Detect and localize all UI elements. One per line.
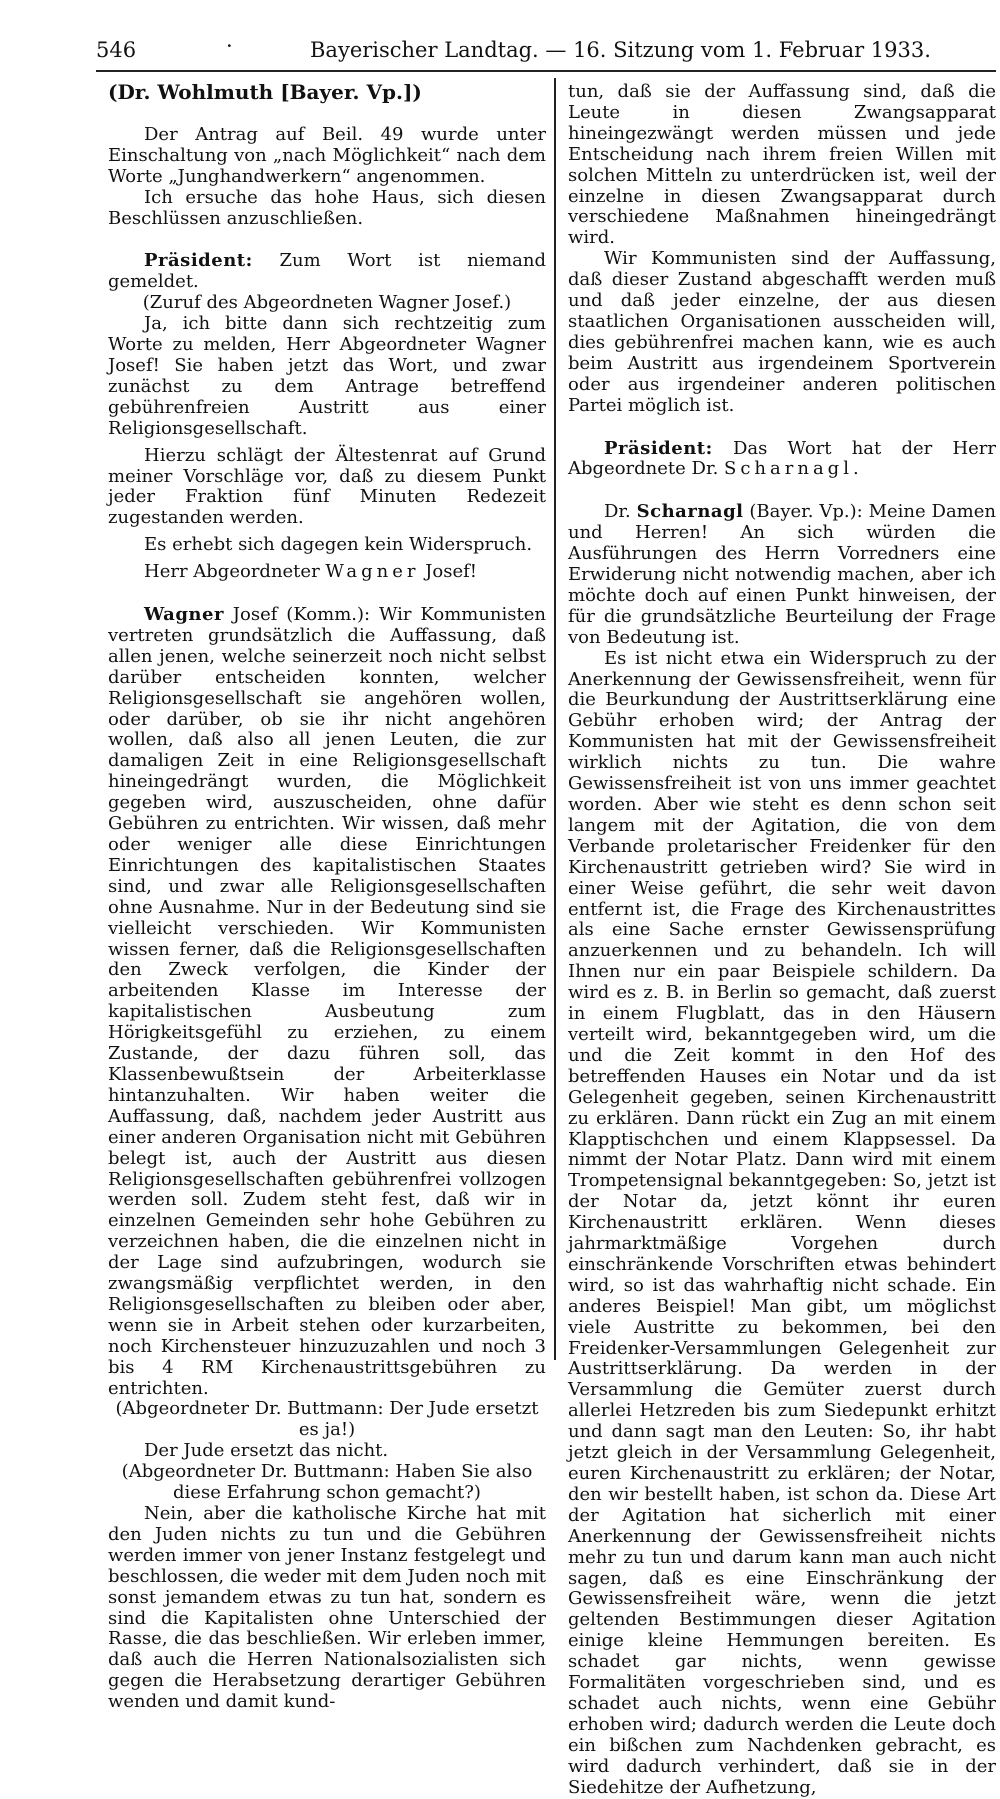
- spaced-name: Wagner: [325, 561, 420, 583]
- paragraph: Es erhebt sich dagegen kein Widerspruch.: [144, 534, 533, 556]
- running-title: Bayerischer Landtag. — 16. Sitzung vom 1. Februar 1933.: [310, 38, 931, 62]
- paragraph: [108, 251, 546, 293]
- paragraph: Es ist nicht etwa ein Widerspruch zu der Anerkennung der Gewissensfreiheit, wenn für die Beurkundung der Austrittserklärung eine Gebühr erhoben wird; der Antrag der Kommunisten hat mit der Gewissensfreiheit wirklich nichts zu tun. Die wahre Gewissensfreiheit ist von uns immer geachtet worden. Aber wie steht es denn schon seit langem mit der Agitation, die von dem Verbande proletarischer Freidenker für den Kirchenaustritt getrieben wird? Sie wird in einer Weise geführt, die sehr weit davon entfernt ist, die Frage des Kirchenaustrittes als eine Sache ernster Gewissensprüfung anzuerkennen und zu behandeln. Ich will Ihnen nur ein paar Beispiele schildern. Da wird es z. B. in Berlin so gemacht, daß zuerst in einem Flugblatt, das in den Häusern verteilt wird, bekanntgegeben wird, um die und die Zeit kommt in den Hof des betreffenden Hauses ein Notar und da ist Gelegenheit gegeben, seinen Kirchenaustritt zu erklären. Dann rückt ein Zug an mit einem Klapptischchen und einem Klappsessel. Da nimmt der Notar Platz. Dann wird mit einem Trompetensignal bekanntgegeben: So, jetzt ist der Notar da, jetzt könnt ihr euren Kirchenaustritt erklären. Wenn dieses jahrmarktmäßige Vorgehen durch einschränkende Vorschriften etwas behindert wird, so ist das wahrhaftig nicht schade. Ein anderes Beispiel! Man gibt, um möglichst viele Austritte zu bekommen, bei den Freidenker-Versammlungen Gelegenheit zur Austrittserklärung. Da werden in der Versammlung die Gemüter zuerst durch allerlei Hetzreden bis zum Siedepunkt erhitzt und dann sagt man den Leuten: So, ihr habt jetzt gleich in der Versammlung Gelegenheit, euren Kirchenaustritt zu erklären; der Notar, den wir bestellt haben, ist schon da. Diese Art der Agitation hat sicherlich mit einer Anerkennung der Gewissensfreiheit nichts mehr zu tun und darum kann man auch nicht sagen, daß es eine Einschränkung der Gewissensfreiheit wäre, wenn die jetzt geltenden Bestimmungen dieser Agitation einige kleine Hemmungen bereiten. Es schadet gar nichts, wenn gewisse Formalitäten vorgeschrieben sind, und es schadet auch nichts, wenn eine Gebühr erhoben wird; dadurch werden die Leute doch ein bißchen zum Nachdenken gebracht, es wird dadurch verhindert, daß sie in der Siedehitze der Aufhetzung,: [568, 647, 996, 1798]
- header-dot: ·: [226, 34, 233, 58]
- paragraph: tun, daß sie der Auffassung sind, daß die Leute in diesen Zwangsapparat hineingezwängt werden müssen und jede Entscheidung nach ihrem freien Willen mit solchen Mitteln zu unterdrücken ist, weil der einzelne in diesen Zwangsapparat durch verschiedene Maßnahmen hineingedrängt wird.: [568, 81, 996, 249]
- speaker-name: Wagner: [144, 604, 224, 626]
- interjection: (Abgeordneter Dr. Buttmann: Der Jude ersetzt es ja!): [115, 1398, 539, 1441]
- continuation-heading: (Dr. Wohlmuth [Bayer. Vp.]): [108, 80, 422, 104]
- paragraph: Ja, ich bitte dann sich rechtzeitig zum Worte zu melden, Herr Abgeordneter Wagner Josef! Sie haben jetzt das Wort, und zwar zunächst zu dem Antrage betreffend gebührenfreien Austritt aus einer Religionsgesellschaft.: [108, 313, 546, 439]
- interjection: (Abgeordneter Dr. Buttmann: Haben Sie also diese Erfahrung schon gemacht?): [121, 1461, 533, 1504]
- speaker-name: Scharnagl: [636, 501, 744, 523]
- paragraph: [568, 439, 996, 481]
- page-header: [96, 32, 931, 68]
- paragraph: Ich ersuche das hohe Haus, sich diesen Beschlüssen anzuschließen.: [108, 186, 546, 229]
- column-divider: [554, 78, 556, 1360]
- spaced-name: Scharnagl.: [724, 458, 863, 480]
- paragraph: Wir Kommunisten sind der Auffassung, daß dieser Zustand abgeschafft werden muß und daß jeder einzelne, der aus diesen staatlichen Organisationen ausscheiden will, dies gebührenfrei machen kann, wie es auch beim Austritt aus irgendeinem Sportverein oder aus irgendeiner anderen politischen Partei möglich ist.: [568, 248, 996, 416]
- speech-text: Zum Wort ist niemand gemeldet.: [108, 250, 546, 293]
- speech: [108, 605, 546, 1399]
- speaker-name: Präsident:: [604, 437, 713, 459]
- paragraph: Der Antrag auf Beil. 49 wurde unter Einschaltung von „nach Möglichkeit“ nach dem Worte „Junghandwerkern“ angenommen.: [108, 123, 546, 187]
- left-column: [108, 82, 546, 1713]
- text-span: Dr.: [604, 501, 637, 523]
- speech: [568, 502, 996, 648]
- paragraph: [108, 562, 546, 583]
- speaker-name: Präsident:: [144, 250, 253, 272]
- text-span: Herr Abgeordneter: [144, 561, 326, 583]
- speech-text: (Bayer. Vp.): Meine Damen und Herren! An sich würden die Ausführungen des Herrn Vorredners eine Erwiderung nicht notwendig machen, aber ich möchte doch auf einen Punkt hinweisen, der für die grundsätzliche Beurteilung der Frage von Bedeutung ist.: [568, 501, 996, 648]
- speech-text: Das Wort hat der Herr Abgeordnete Dr.: [568, 437, 996, 480]
- right-column: [568, 82, 996, 1799]
- paragraph: Nein, aber die katholische Kirche hat mit den Juden nichts zu tun und die Gebühren werden immer von jener Instanz festgelegt und beschlossen, die weder mit dem Juden noch mit sonst jemandem etwas zu tun hat, sondern es sind die Kapitalisten ohne Unterschied der Rasse, die das beschließen. Wir erleben immer, daß auch die Herren Nationalsozialisten sich gegen die Herabsetzung derartiger Gebühren wenden und damit kund-: [108, 1503, 546, 1713]
- header-rule: [96, 70, 996, 72]
- page-number: 546: [96, 38, 137, 62]
- paragraph: Der Jude ersetzt das nicht.: [144, 1440, 389, 1462]
- text-span: Josef!: [419, 561, 478, 583]
- paragraph: Hierzu schlägt der Ältestenrat auf Grund meiner Vorschläge vor, daß zu diesem Punkt jeder Fraktion fünf Minuten Redezeit zugestanden werden.: [108, 444, 546, 529]
- interjection: (Zuruf des Abgeordneten Wagner Josef.): [142, 292, 512, 314]
- speech-text: Josef (Komm.): Wir Kommunisten vertreten grundsätzlich die Auffassung, daß allen jenen, welche seinerzeit noch nicht selbst darüber entscheiden konnten, welcher Religionsgesellschaft sie angehören wollen, oder darüber, ob sie ihr nicht angehören wollen, daß also all jenen Leuten, die zur damaligen Zeit in eine Religionsgesellschaft hineingedrängt wurden, die Möglichkeit gegeben wird, auszuscheiden, ohne dafür Gebühren zu entrichten. Wir wissen, daß mehr oder weniger alle diese Einrichtungen Einrichtungen des kapitalistischen Staates sind, und zwar alle Religionsgesellschaften ohne Ausnahme. Nur in der Bedeutung sind sie vielleicht verschieden. Wir Kommunisten wissen ferner, daß die Religionsgesellschaften den Zweck verfolgen, die Kinder der arbeitenden Klasse im Interesse der kapitalistischen Ausbeutung zum Hörigkeitsgefühl zu erziehen, zu einem Zustande, der dazu führen soll, das Klassenbewußtsein der Arbeiterklasse hintanzuhalten. Wir haben weiter die Auffassung, daß, nachdem jeder Austritt aus einer anderen Organisation nicht mit Gebühren belegt ist, auch der Austritt aus diesen Religionsgesellschaften gebührenfrei vollzogen werden soll. Zudem steht fest, daß wir in einzelnen Gemeinden sehr hohe Gebühren zu verzeichnen haben, die die einzelnen nicht in der Lage sind aufzubringen, wodurch sie zwangsmäßig verpflichtet werden, in den Religionsgesellschaften zu bleiben oder aber, wenn sie in Arbeit stehen oder kurzarbeiten, noch Kirchensteuer hinzuzuzahlen und noch 3 bis 4 RM Kirchenaustrittsgebühren zu entrichten.: [108, 604, 546, 1399]
